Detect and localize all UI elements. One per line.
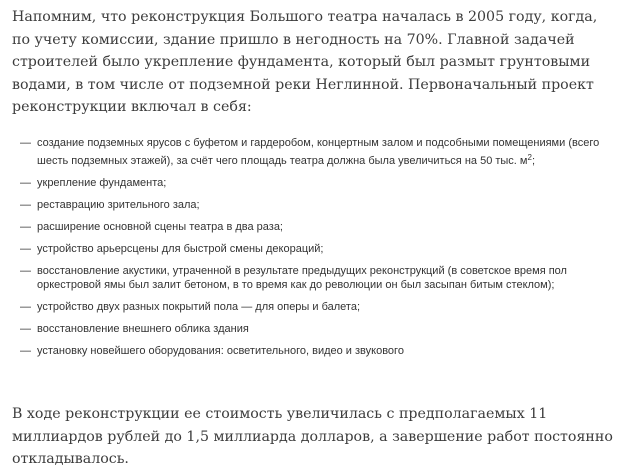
list-item [20, 242, 610, 257]
list-item-text: создание подземных ярусов с буфетом и гардеробом, концертным залом и подсобными помещениями (всего шесть подземных этажей), за счёт чего площадь театра должна была увеличиться на 50 тыс. м [37, 137, 600, 167]
list-item-text: реставрацию зрительного зала; [37, 198, 200, 211]
list-item [20, 198, 610, 213]
intro-paragraph: Напомним, что реконструкция Большого театра началась в 2005 году, когда, по учету комиссии, здание пришло в негодность на 70%. Главной задачей строителей было укрепление фундамента, который был размыт грунтовыми водами, в том числе от подземной реки Неглинной. Первоначальный проект реконструкции включал в себя: [12, 9, 598, 115]
outro-paragraph: В ходе реконструкции ее стоимость увеличилась с предполагаемых 11 миллиардов рублей до 1,5 миллиарда долларов, а завершение работ постоянно откладывалось. [12, 406, 613, 467]
article-body [12, 0, 616, 467]
list-dash: — [20, 220, 31, 233]
list-item-text: устройство арьерсцены для быстрой смены декораций; [37, 242, 324, 255]
list-dash: — [20, 242, 31, 255]
list-dash: — [20, 323, 31, 335]
list-item [20, 344, 610, 359]
list-dash: — [20, 301, 31, 313]
list-item [20, 136, 610, 168]
superscript: 2 [527, 152, 532, 162]
list-item-text: устройство двух разных покрытий пола — для оперы и балета; [37, 301, 361, 313]
list-item [20, 220, 610, 235]
list-item [20, 300, 610, 315]
list-dash: — [20, 345, 31, 357]
list-item-text: расширение основной сцены театра в два раза; [37, 220, 283, 233]
list-dash: — [20, 198, 31, 211]
list-dash: — [20, 176, 31, 189]
list-item-suffix: ; [531, 154, 535, 167]
list-item-text: восстановление внешнего облика здания [37, 323, 249, 335]
list-item [20, 322, 610, 337]
list-item [20, 264, 610, 293]
list-dash: — [20, 137, 31, 149]
list-item-text: установку новейшего оборудования: осветительного, видео и звукового [37, 345, 404, 357]
list-item-text: укрепление фундамента; [37, 176, 167, 189]
list-dash: — [20, 264, 31, 277]
list-item [20, 176, 610, 191]
reconstruction-list [20, 136, 610, 359]
list-item-text: восстановление акустики, утраченной в результате предыдущих реконструкций (в советское время пол оркестровой ямы был залит бетоном, в то время как до революции он был засыпан битым стеклом); [37, 264, 567, 291]
